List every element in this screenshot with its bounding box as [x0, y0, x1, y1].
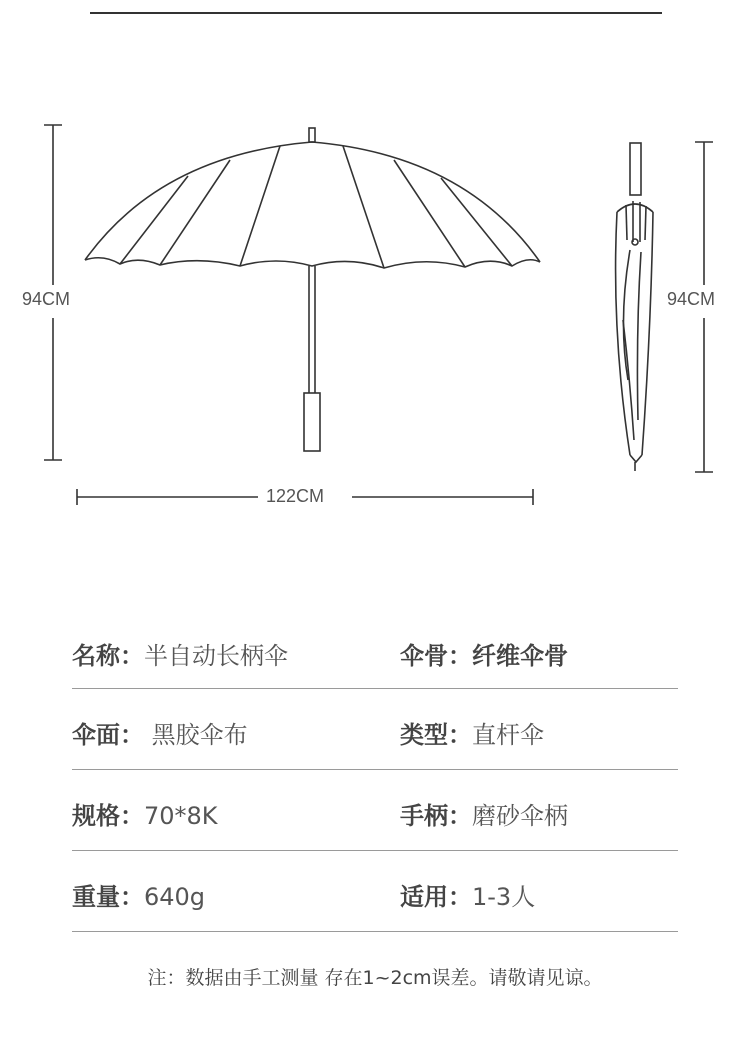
- left-height-label: 94CM: [22, 289, 71, 309]
- spec-key: 手柄：: [400, 802, 472, 830]
- spec-row: [72, 851, 678, 932]
- spec-row: [72, 770, 678, 851]
- spec-value: 半自动长柄伞: [144, 642, 288, 670]
- spec-value: 640g: [144, 883, 206, 911]
- spec-suitable: [400, 877, 535, 912]
- spec-value: 磨砂伞柄: [472, 802, 568, 830]
- spec-value: 70*8K: [144, 802, 218, 830]
- spec-key: 伞面：: [72, 721, 144, 749]
- spec-value: 1-3人: [472, 883, 536, 911]
- spec-row: [72, 610, 678, 689]
- spec-key: 规格：: [72, 802, 144, 830]
- spec-value: 黑胶伞布: [144, 721, 248, 749]
- spec-key: 适用：: [400, 883, 472, 911]
- spec-table: [72, 610, 678, 932]
- spec-value: 直杆伞: [472, 721, 544, 749]
- spec-row: [72, 689, 678, 770]
- measurement-note: 注：数据由手工测量 存在1~2cm误差。请敬请见谅。: [147, 967, 603, 989]
- spec-key: 重量：: [72, 883, 144, 911]
- spec-key: 伞骨：: [400, 642, 472, 670]
- spec-size: [72, 796, 218, 831]
- width-label: 122CM: [266, 486, 325, 506]
- spec-canopy: [72, 715, 248, 750]
- closed-umbrella-icon: [616, 143, 653, 471]
- spec-value: 纤维伞骨: [472, 642, 568, 670]
- spec-key: 名称：: [72, 642, 144, 670]
- spec-handle: [400, 796, 568, 831]
- spec-type: [400, 715, 544, 750]
- spec-name: [72, 636, 288, 671]
- open-umbrella-icon: [85, 128, 540, 451]
- spec-key: 类型：: [400, 721, 472, 749]
- spec-ribs: [400, 636, 568, 671]
- spec-weight: [72, 877, 205, 912]
- right-height-label: 94CM: [667, 289, 716, 309]
